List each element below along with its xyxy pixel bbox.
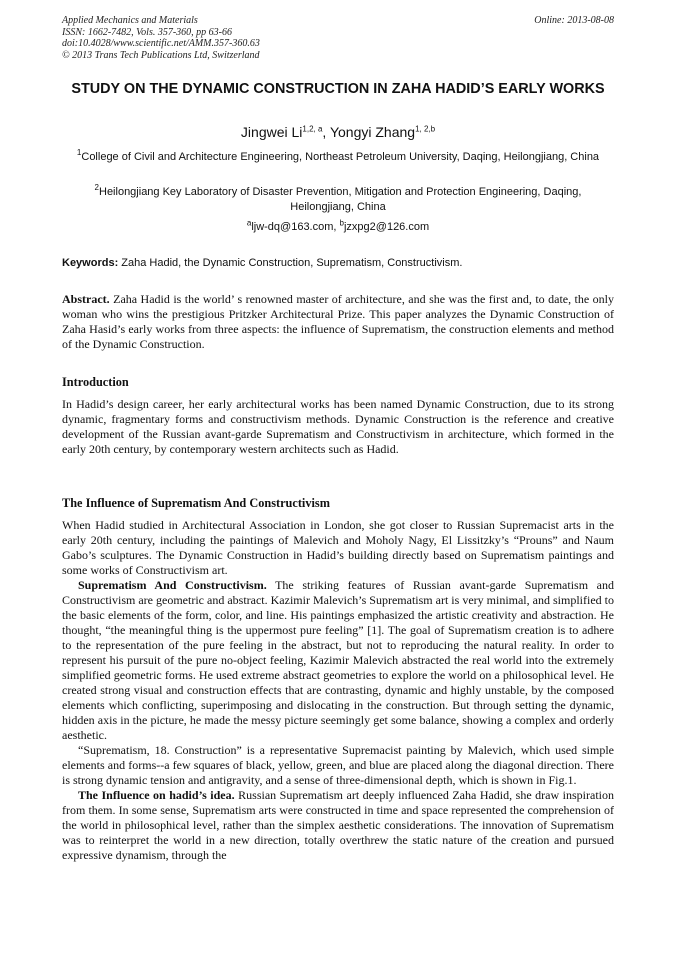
suprematism-subheading: Suprematism And Constructivism. — [78, 578, 267, 592]
affiliation-1-text: College of Civil and Architecture Engineering, Northeast Petroleum University, Daqing, Heilongjiang, China — [81, 151, 600, 163]
affiliation-2-text: Heilongjiang Key Laboratory of Disaster Prevention, Mitigation and Protection Engineering, Daqing, Heilongjiang, China — [99, 186, 582, 213]
email-a[interactable]: ljw-dq@163.com — [251, 221, 334, 233]
influence-heading: The Influence of Suprematism And Constructivism — [62, 496, 330, 510]
introduction-heading: Introduction — [62, 375, 129, 389]
journal-copyright: © 2013 Trans Tech Publications Ltd, Switzerland — [62, 49, 260, 61]
paper-title: STUDY ON THE DYNAMIC CONSTRUCTION IN ZAHA HADID’S EARLY WORKS — [71, 81, 605, 97]
journal-issn: ISSN: 1662-7482, Vols. 357-360, pp 63-66 — [62, 26, 232, 38]
hadid-idea-subheading: The Influence on hadid’s idea. — [78, 788, 235, 802]
hadid-idea-text: Russian Suprematism art deeply influenced Zaha Hadid, she draw inspiration from them. In some sense, Suprematism arts were constructed in time and space represented the comprehension of the world in philosophical level, rather than the simplex aesthetic considerations. The innovation of Suprematism was to reinterpret the world in a new direction, totally overthrew the static nature of the creation and pursued expressive dynamism, through the — [62, 788, 614, 862]
abstract — [62, 292, 614, 352]
journal-header — [62, 15, 614, 61]
author-line — [62, 122, 614, 142]
influence-section — [62, 518, 614, 863]
author-1-name: Jingwei Li — [240, 124, 303, 140]
author-2-affiliation-mark: 1, 2,b — [415, 124, 436, 134]
email-separator: , — [333, 221, 340, 233]
affiliation-2 — [62, 185, 614, 215]
author-2-name: Yongyi Zhang — [329, 124, 416, 140]
affiliation-1 — [62, 150, 614, 165]
affiliation-1-mark: 1 — [76, 148, 82, 158]
suprematism-text: The striking features of Russian avant-garde Suprematism and Constructivism are geometric and abstract. Kazimir Malevich’s Suprematism art is very minimal, and simplified to the basic elements of the form, color, and line. His paintings emphasized the artistic creativity and abstraction. He thought, “the meaningful thing is the uppermost pure feeling” [1]. The goal of Suprematism creation is to adhere to the representation of the pure feeling in the abstract, but not to reproducing the natural reality. In order to represent his pursuit of the pure no-object feeling, Kazimir Malevich abstracted the real world into the extremely simplified geometric forms. He used extreme abstract geometries to explore the world on a philosophical level. He created strong visual and construction effects that are contrasting, dynamic and highly unstable, by the composed elements which conflicting, superimposing and dislocating in the construction. But through setting the dynamic, hidden axis in the picture, he made the messy picture seemingly get some balance, showing a complex and orderly aesthetic. — [62, 578, 614, 742]
online-date: Online: 2013-08-08 — [534, 15, 614, 26]
journal-name: Applied Mechanics and Materials — [62, 15, 198, 26]
keywords-text: Zaha Hadid, the Dynamic Construction, Suprematism, Constructivism. — [118, 257, 463, 269]
keywords-label: Keywords: — [62, 257, 119, 269]
email-a-mark: a — [246, 218, 252, 228]
introduction-text: In Hadid’s design career, her early architectural works has been named Dynamic Construction, due to its strong dynamic, fragmentary forms and constructivism methods. Dynamic Construction is the reference and creative development of the Russian avant-garde Suprematism and Constructivism in architecture, which formed in the early 20th century, by contemporary western architects such as Hadid. — [62, 397, 614, 456]
abstract-label: Abstract. — [62, 292, 110, 306]
influence-paragraph-2 — [62, 578, 614, 743]
journal-doi: doi:10.4028/www.scientific.net/AMM.357-360.63 — [62, 38, 260, 49]
email-b-mark: b — [339, 218, 344, 228]
author-emails — [62, 220, 614, 235]
influence-paragraph-3: “Suprematism, 18. Construction” is a representative Supremacist painting by Malevich, which used simple elements and forms--a few squares of black, yellow, green, and blue are placed along the diagonal direction. There is strong dynamic tension and antigravity, and a sense of three-dimensional depth, which is shown in Fig.1. — [62, 743, 614, 787]
author-separator: , — [322, 124, 330, 140]
abstract-text: Zaha Hadid is the world’ s renowned master of architecture, and she was the first and, to date, the only woman who wins the prestigious Pritzker Architectural Prize. This paper analyzes the Dynamic Construction of Zaha Hasid’s early works from three aspects: the influence of Suprematism, the construction elements and method of the Dynamic Construction. — [62, 292, 614, 351]
email-b[interactable]: jzxpg2@126.com — [343, 221, 430, 233]
affiliation-2-mark: 2 — [94, 183, 99, 193]
influence-paragraph-4 — [62, 788, 614, 863]
keywords — [62, 256, 614, 271]
author-1-affiliation-mark: 1,2, a — [302, 124, 323, 134]
influence-paragraph-1: When Hadid studied in Architectural Association in London, she got closer to Russian Supremacist arts in the early 20th century, including the paintings of Malevich and Moholy Nagy, El Lissitzky’s “Prouns” and Naum Gabo’s sculptures. The Dynamic Construction in Hadid’s building directly based on Suprematism paintings and some works of Constructivism art. — [62, 518, 614, 577]
